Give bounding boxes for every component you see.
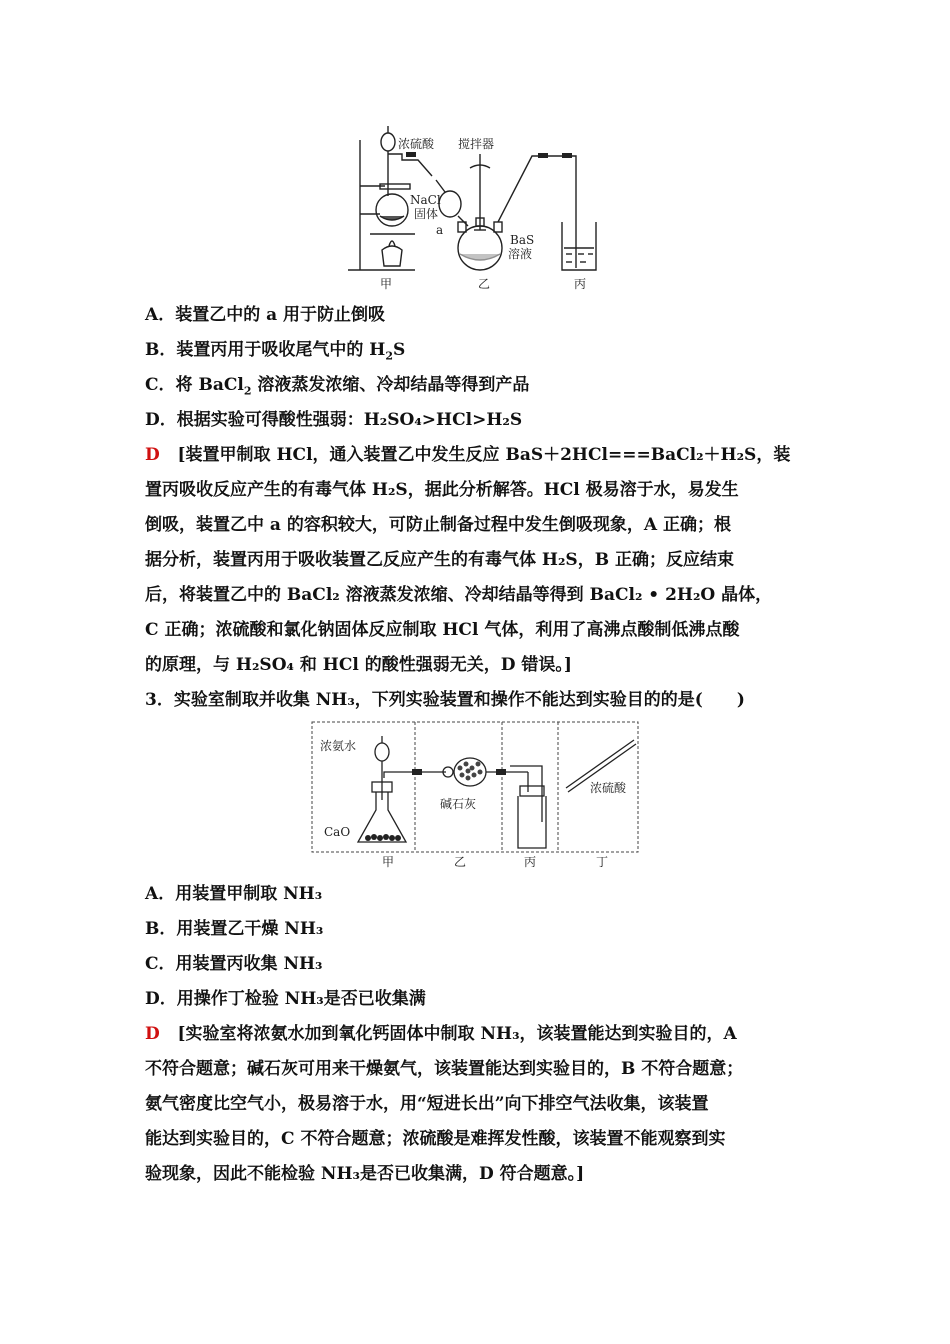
- label-bas: BaS: [510, 233, 535, 247]
- label-bing: 丙: [574, 277, 587, 291]
- label-cao: CaO: [324, 825, 351, 839]
- q2-explanation-line: 置丙吸收反应产生的有毒气体 H₂S，据此分析解答。HCl 极易溶于水，易发生: [145, 480, 739, 500]
- q2-option-d: D．根据实验可得酸性强弱：H₂SO₄>HCl>H₂S: [145, 410, 523, 430]
- q2-option-a: A．装置乙中的 a 用于防止倒吸: [145, 305, 386, 325]
- q3-explanation-line: 不符合题意；碱石灰可用来干燥氨气，该装置能达到实验目的，B 不符合题意；: [145, 1059, 744, 1079]
- label-jia: 甲: [382, 855, 395, 869]
- q2-explanation-line: 据分析，装置丙用于吸收装置乙反应产生的有毒气体 H₂S，B 正确；反应结束: [145, 550, 734, 570]
- q3-explanation-line: D [实验室将浓氨水加到氧化钙固体中制取 NH₃，该装置能达到实验目的，A: [145, 1024, 737, 1044]
- q3-explanation-line: 氨气密度比空气小，极易溶于水，用“短进长出”向下排空气法收集，该装置: [145, 1094, 709, 1114]
- figure-nh3-apparatus: [310, 720, 642, 870]
- label-bing: 丙: [524, 855, 537, 869]
- q3-option-b: B．用装置乙干燥 NH₃: [145, 919, 324, 939]
- figure-hcl-apparatus: [340, 118, 620, 294]
- label-yi: 乙: [478, 277, 491, 291]
- label-conc-h2so4: 浓硫酸: [398, 137, 435, 151]
- label-yi: 乙: [454, 855, 467, 869]
- label-solid: 固体: [414, 207, 439, 221]
- label-solution: 溶液: [508, 247, 533, 261]
- label-conc-ammonia: 浓氨水: [320, 739, 357, 753]
- q3-option-d: D．用操作丁检验 NH₃是否已收集满: [145, 989, 426, 1009]
- q2-option-c: C．将 BaCl$_2$ 溶液蒸发浓缩、冷却结晶等得到产品: [145, 375, 530, 398]
- q3-explanation-line: 验现象，因此不能检验 NH₃是否已收集满，D 符合题意。]: [145, 1164, 585, 1184]
- label-ding: 丁: [596, 855, 609, 869]
- q2-explanation-line: C 正确；浓硫酸和氯化钠固体反应制取 HCl 气体，利用了高沸点酸制低沸点酸: [145, 620, 740, 640]
- q2-option-b: B．装置丙用于吸收尾气中的 $H_2S$: [145, 340, 406, 363]
- q3-stem: 3．实验室制取并收集 NH₃，下列实验装置和操作不能达到实验目的的是( ): [145, 690, 745, 710]
- q3-option-a: A．用装置甲制取 NH₃: [145, 884, 323, 904]
- label-nacl: NaCl: [410, 193, 441, 207]
- q2-explanation-line: 后，将装置乙中的 BaCl₂ 溶液蒸发浓缩、冷却结晶等得到 BaCl₂ • 2H₂O 晶体，: [145, 585, 773, 605]
- q2-explanation-line: D [装置甲制取 HCl，通入装置乙中发生反应 BaS＋2HCl===BaCl₂＋H₂S，装: [145, 445, 791, 465]
- label-conc-h2so4: 浓硫酸: [590, 781, 627, 795]
- label-stirrer: 搅拌器: [458, 137, 495, 151]
- q3-explanation-line: 能达到实验目的，C 不符合题意；浓硫酸是难挥发性酸，该装置不能观察到实: [145, 1129, 726, 1149]
- q2-explanation-line: 的原理，与 H₂SO₄ 和 HCl 的酸性强弱无关，D 错误。]: [145, 655, 572, 675]
- label-jia: 甲: [380, 277, 393, 291]
- q3-answer: D: [145, 1024, 160, 1044]
- label-soda-lime: 碱石灰: [440, 797, 477, 811]
- q3-option-c: C．用装置丙收集 NH₃: [145, 954, 323, 974]
- q2-explanation-line: 倒吸，装置乙中 a 的容积较大，可防止制备过程中发生倒吸现象，A 正确；根: [145, 515, 731, 535]
- q2-answer: D: [145, 445, 160, 465]
- label-a: a: [436, 223, 444, 237]
